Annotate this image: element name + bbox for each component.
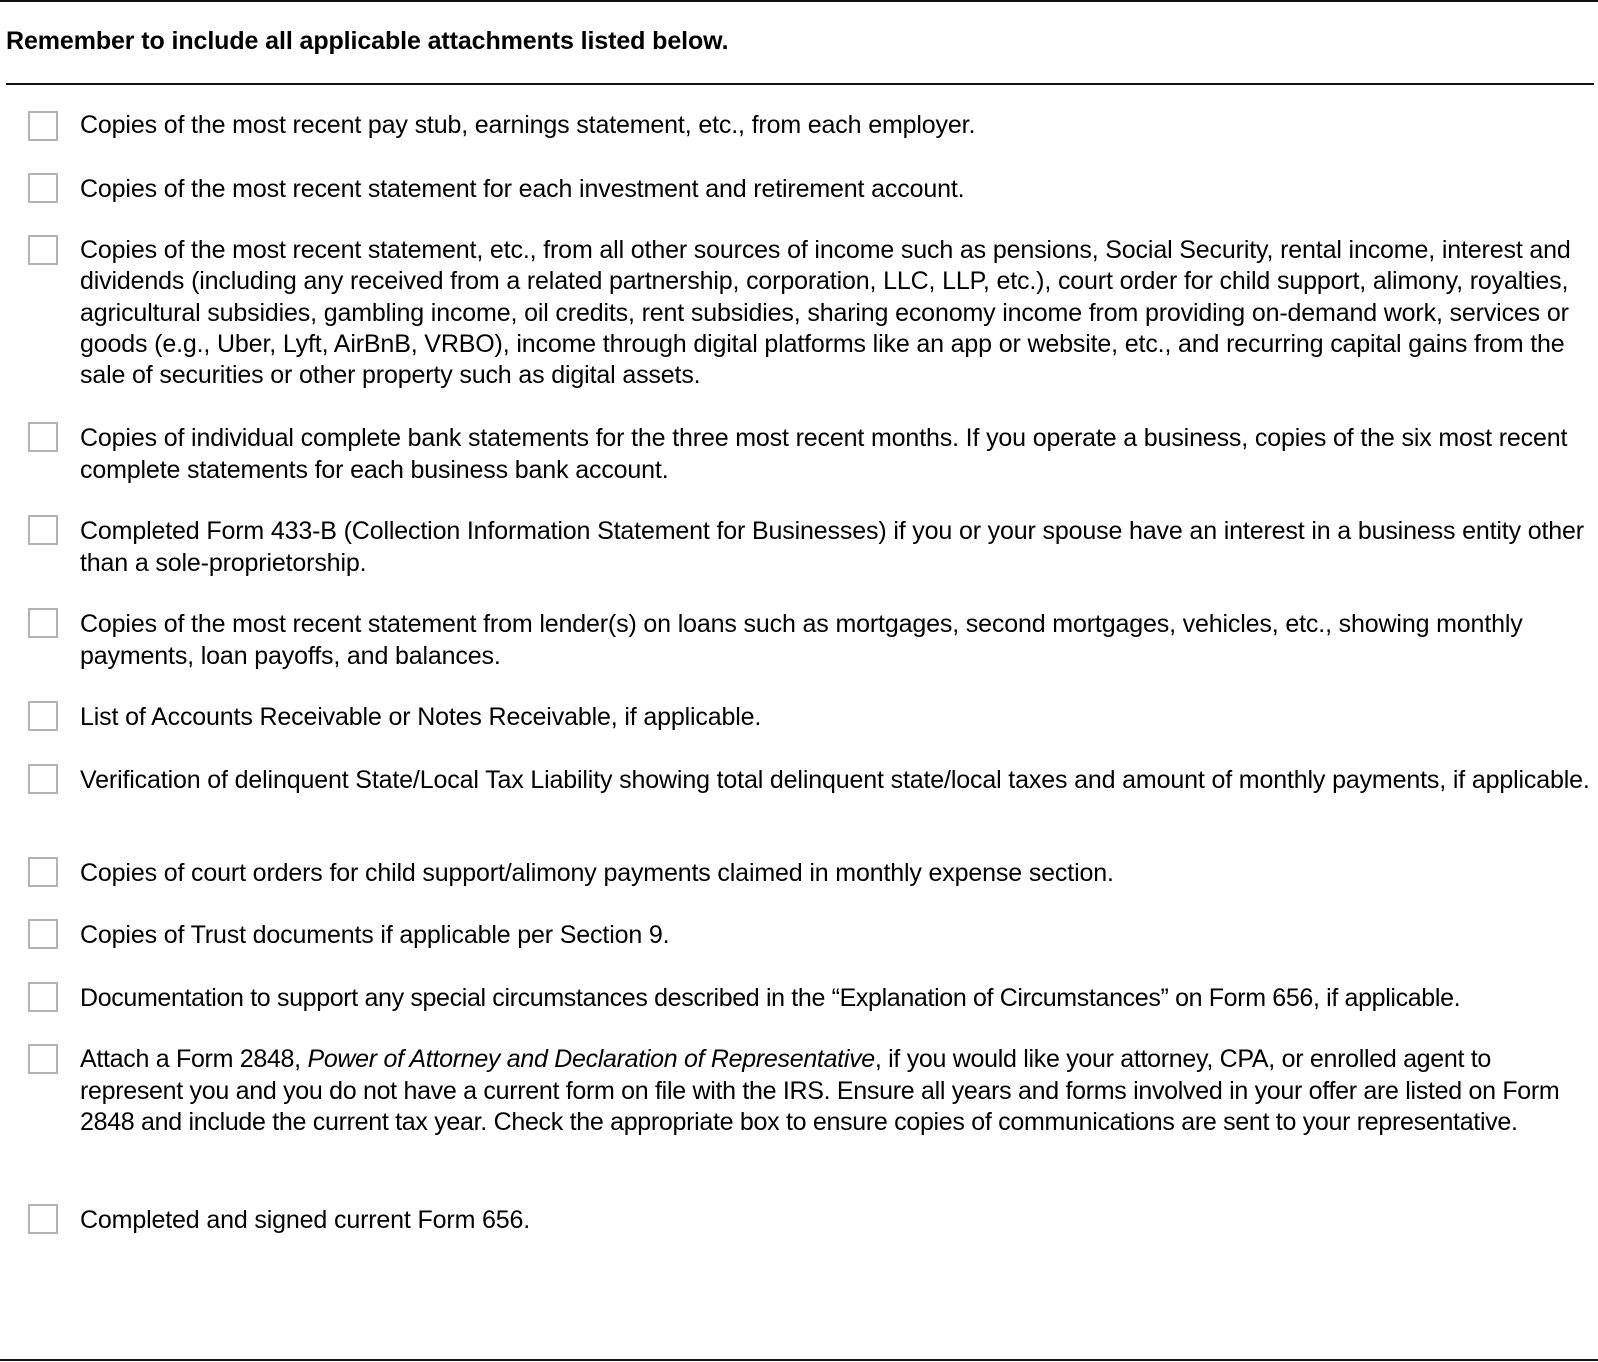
checklist-item-text: Completed and signed current Form 656.	[80, 1206, 531, 1234]
checkbox[interactable]	[28, 701, 58, 731]
checklist-item-text: Copies of Trust documents if applicable per Section 9.	[80, 921, 670, 949]
checklist-item-text: List of Accounts Receivable or Notes Receivable, if applicable.	[80, 703, 762, 731]
checkbox[interactable]	[28, 919, 58, 949]
checkbox[interactable]	[28, 515, 58, 545]
checklist-item-text	[80, 1044, 1594, 1139]
checklist-item-text: Verification of delinquent State/Local Tax Liability showing total delinquent state/local taxes and amount of monthly payments, if applicable.	[80, 766, 1590, 794]
checklist-item-text: Copies of the most recent statement, etc., from all other sources of income such as pensions, Social Security, rental income, interest and dividends (including any received from a related partnership, corporation, LLC, LLP, etc.), court order for child support, alimony, royalties, agricultural subsidies, gambling income, oil credits, rent subsidies, sharing economy income from providing on-demand work, services or goods (e.g., Uber, Lyft, AirBnB, VRBO), income through digital platforms like an app or website, etc., and recurring capital gains from the sale of securities or other property such as digital assets.	[80, 236, 1571, 390]
checklist-item-text: Documentation to support any special circumstances described in the “Explanation of Circumstances” on Form 656, if applicable.	[80, 984, 1461, 1012]
checklist-item-text: Copies of the most recent statement for each investment and retirement account.	[80, 175, 965, 203]
checklist-item-text: Copies of the most recent pay stub, earnings statement, etc., from each employer.	[80, 111, 976, 139]
top-divider	[0, 0, 1598, 2]
checklist-item-text: Completed Form 433-B (Collection Information Statement for Businesses) if you or your spouse have an interest in a business entity other than a sole-proprietorship.	[80, 517, 1584, 577]
checklist-item-text: Copies of the most recent statement from lender(s) on loans such as mortgages, second mortgages, vehicles, etc., showing monthly payments, loan payoffs, and balances.	[80, 610, 1523, 670]
form-2848-text-start: Attach a Form 2848,	[80, 1045, 308, 1073]
checkbox[interactable]	[28, 111, 58, 141]
form-2848-title: Power of Attorney and Declaration of Representative	[307, 1045, 875, 1073]
checkbox[interactable]	[28, 1044, 58, 1074]
checkbox[interactable]	[28, 608, 58, 638]
checkbox[interactable]	[28, 422, 58, 452]
checklist-item-text: Copies of individual complete bank statements for the three most recent months. If you operate a business, copies of the six most recent complete statements for each business bank account.	[80, 424, 1568, 484]
checkbox[interactable]	[28, 1204, 58, 1234]
checkbox[interactable]	[28, 173, 58, 203]
checkbox[interactable]	[28, 857, 58, 887]
checklist-item-text: Copies of court orders for child support/alimony payments claimed in monthly expense section.	[80, 859, 1114, 887]
checkbox[interactable]	[28, 982, 58, 1012]
checkbox[interactable]	[28, 235, 58, 265]
bottom-divider	[0, 1359, 1598, 1361]
heading-divider	[6, 83, 1594, 85]
checkbox[interactable]	[28, 764, 58, 794]
form-2848-text-end: , if you would like your attorney, CPA, or enrolled agent to represent you and you do not have a current form on file with the IRS. Ensure all years and forms involved in your offer are listed on Form 2848 and include the current tax year. Check the appropriate box to ensure copies of communications are sent to your representative.	[80, 1045, 1560, 1136]
checklist-heading: Remember to include all applicable attachments listed below.	[6, 27, 729, 55]
